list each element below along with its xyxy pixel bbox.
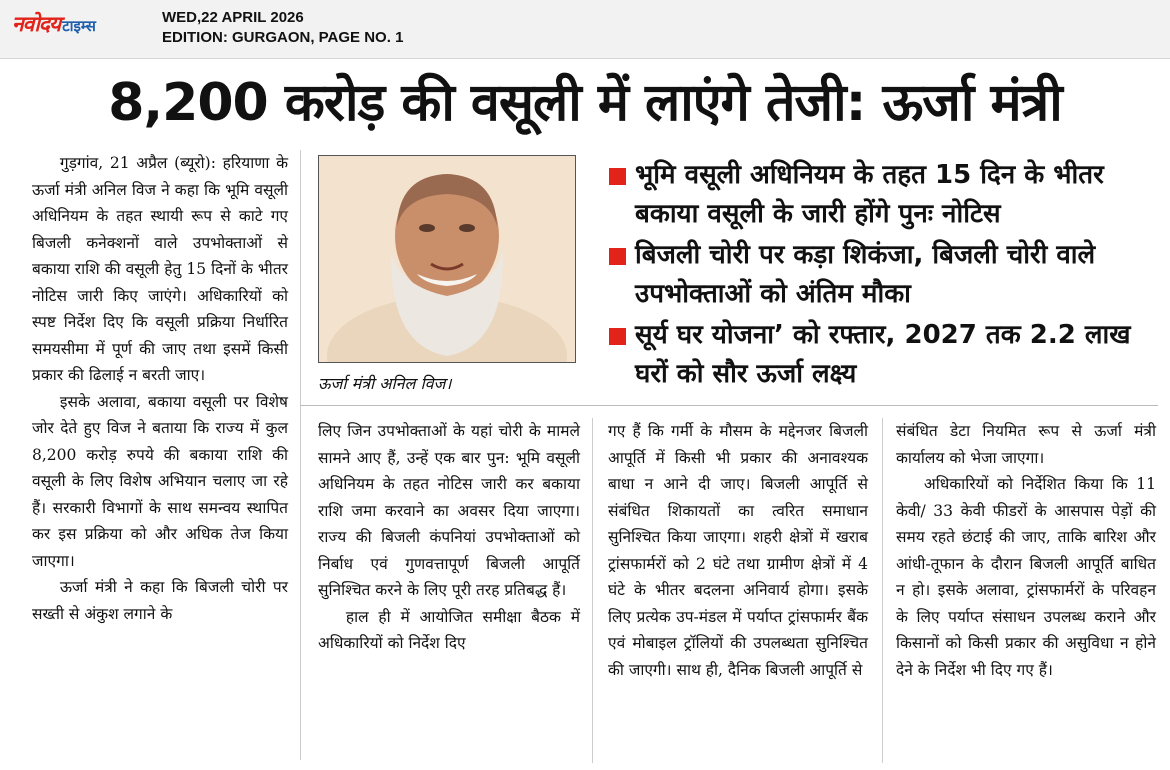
logo-main-text: नवोदय xyxy=(12,12,61,36)
paragraph: संबंधित डेटा नियमित रूप से ऊर्जा मंत्री कार्यालय को भेजा जाएगा। xyxy=(896,422,1156,467)
article-column-2 xyxy=(318,418,580,657)
highlight-item xyxy=(605,156,1160,234)
highlight-text: सूर्य घर योजना’ को रफ्तार, 2027 तक 2.2 लाख घरों को सौर ऊर्जा लक्ष्य xyxy=(635,320,1131,389)
bullet-square-icon xyxy=(609,168,626,185)
edition-page: EDITION: GURGAON, PAGE NO. 1 xyxy=(162,29,404,46)
paragraph: इसके अलावा, बकाया वसूली पर विशेष जोर देते हुए विज ने बताया कि राज्य में कुल 8,200 करोड़ रुपये की बकाया राशि की वसूली के लिए विशेष अभियान चलाए जा रहे हैं। सरकारी विभागों के साथ समन्वय स्थापित कर इस प्रक्रिया को और अधिक तेज किया जाएगा। xyxy=(32,392,288,570)
edition-info xyxy=(162,8,403,48)
paragraph: गुड़गांव, 21 अप्रैल (ब्यूरो): हरियाणा के ऊर्जा मंत्री अनिल विज ने कहा कि भूमि वसूली अधिनियम के तहत स्थायी रूप से काटे गए बिजली कनेक्शनों वाले उपभोक्ताओं से बकाया राशि की वसूली हेतु 15 दिनों के भीतर नोटिस जारी किए जाएंगे। अधिकारियों को स्पष्ट निर्देश दिए कि वसूली प्रक्रिया निर्धारित समयसीमा में पूर्ण की जाए तथा इसमें किसी प्रकार की ढिलाई न बरती जाए। xyxy=(32,154,288,384)
paragraph: ऊर्जा मंत्री ने कहा कि बिजली चोरी पर सख्ती से अंकुश लगाने के xyxy=(32,578,288,623)
logo-sub-text: टाइम्स xyxy=(62,17,96,35)
column-divider xyxy=(592,418,593,763)
highlight-text: भूमि वसूली अधिनियम के तहत 15 दिन के भीतर बकाया वसूली के जारी होंगे पुनः नोटिस xyxy=(635,160,1104,229)
article-column-3 xyxy=(608,418,868,683)
article-headline: 8,200 करोड़ की वसूली में लाएंगे तेजी: ऊर्जा मंत्री xyxy=(108,73,1062,133)
column-divider xyxy=(300,150,301,760)
article-column-4 xyxy=(896,418,1156,683)
paragraph: लिए जिन उपभोक्ताओं के यहां चोरी के मामले सामने आए हैं, उन्हें एक बार पुन: भूमि वसूली अधिनियम के तहत नोटिस जारी कर बकाया राशि जमा करवाने का अवसर दिया जाएगा। राज्य की बिजली कंपनियां उपभोक्ताओं को निर्बाध एवं गुणवत्तापूर्ण बिजली आपूर्ति सुनिश्चित करने के लिए पूरी तरह प्रतिबद्ध हैं। xyxy=(318,422,580,599)
paragraph: अधिकारियों को निर्देशित किया कि 11 केवी/ 33 केवी फीडरों के आसपास पेड़ों की समय रहते छंटाई की जाए, ताकि बारिश और आंधी-तूफान के दौरान बिजली आपूर्ति बाधित न हो। इसके अलावा, ट्रांसफार्मरों के परिवहन के लिए पर्याप्त संसाधन उपलब्ध कराने और किसानों को किसी प्रकार की असुविधा न होने देने के निर्देश भी दिए गए हैं। xyxy=(896,475,1156,679)
paragraph: गए हैं कि गर्मी के मौसम के मद्देनजर बिजली आपूर्ति में किसी भी प्रकार की अनावश्यक बाधा न आने दी जाए। बिजली आपूर्ति से संबंधित शिकायतों का त्वरित समाधान सुनिश्चित किया जाएगा। शहरी क्षेत्रों में खराब ट्रांसफार्मरों को 2 घंटे तथा ग्रामीण क्षेत्रों में 4 घंटे के भीतर बदलना अनिवार्य होगा। इसके लिए प्रत्येक उप-मंडल में पर्याप्त ट्रांसफार्मर बैंक एवं मोबाइल ट्रॉलियों की उपलब्धता सुनिश्चित की जाएगी। साथ ही, दैनिक बिजली आपूर्ति से xyxy=(608,422,868,679)
highlight-text: बिजली चोरी पर कड़ा शिकंजा, बिजली चोरी वाले उपभोक्ताओं को अंतिम मौका xyxy=(635,240,1096,309)
column-divider xyxy=(882,418,883,763)
paragraph: हाल ही में आयोजित समीक्षा बैठक में अधिकारियों को निर्देश दिए xyxy=(318,607,580,652)
newspaper-logo[interactable] xyxy=(12,10,96,34)
article-column-1 xyxy=(32,150,288,627)
highlight-item xyxy=(605,316,1160,394)
highlight-item xyxy=(605,236,1160,314)
minister-photo xyxy=(318,155,576,363)
portrait-illustration xyxy=(319,156,575,362)
masthead-bar xyxy=(0,0,1170,59)
highlights-box xyxy=(605,156,1160,396)
bullet-square-icon xyxy=(609,328,626,345)
section-divider xyxy=(300,405,1158,406)
photo-caption: ऊर्जा मंत्री अनिल विज। xyxy=(318,374,452,393)
bullet-square-icon xyxy=(609,248,626,265)
issue-date: WED,22 APRIL 2026 xyxy=(162,9,304,26)
